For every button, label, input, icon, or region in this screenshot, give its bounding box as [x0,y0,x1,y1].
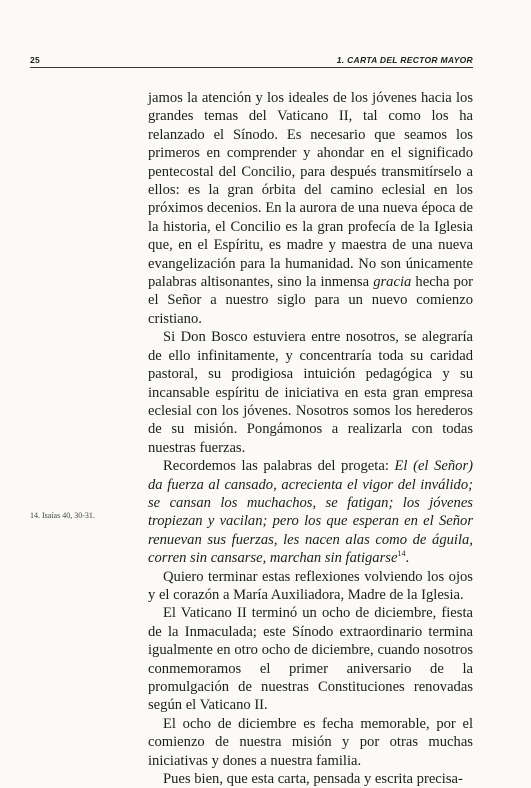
paragraph-7: Pues bien, que esta carta, pensada y escrita precisa- [163,771,463,788]
footnote-ref: 14 [397,549,406,559]
body-text [148,89,473,788]
running-head: 1. CARTA DEL RECTOR MAYOR [336,55,473,65]
paragraph-1: jamos la atención y los ideales de los jóvenes hacia los grandes temas del Vaticano II, tal como los ha relanzado el Sínodo. Es necesario que seamos los primeros en comprender y ahondar en el significado pentecostal del Concilio, para después transmitírselo a ellos: es la gran órbita del camino eclesial en los próximos decenios. En la aurora de una nueva época de la historia, el Concilio es la gran profecía de la Iglesia que, en el Espíritu, es madre y maestra de una nueva evangelización para la humanidad. No son únicamente palabras altisonantes, sino la inmensa gracia hecha por el Señor a nuestro siglo para un nuevo comienzo cristiano. [148,90,474,327]
paragraph-5: El Vaticano II terminó un ocho de diciembre, fiesta de la Inmaculada; este Sínodo extraordinario termina igualmente en otro ocho de diciembre, cuando nosotros conmemoramos el primer aniversario de la promulgación de nuestras Constituciones renovadas según el Vaticano II. [148,605,473,714]
page-number: 25 [30,55,41,65]
paragraph-6: El ocho de diciembre es fecha memorable, por el comienzo de nuestra misión y por otras muchas iniciativas y dones a nuestra familia. [148,715,473,769]
paragraph-3: Recordemos las palabras del progeta: El (el Señor) da fuerza al cansado, acrecienta el vigor del inválido; se cansan los muchachos, se fatigan; los jóvenes tropiezan y vacilan; pero los que esperan en el Señor renuevan sus fuerzas, les nacen alas como de águila, corren sin cansarse, marchan sin fatigarse$^{14}$. [148,458,473,567]
margin-footnote: 14. Isaías 40, 30-31. [30,511,95,520]
paragraph-4: Quiero terminar estas reflexiones volviendo los ojos y el corazón a María Auxiliadora, Madre de la Iglesia. [148,568,473,603]
page-header [30,53,473,68]
scripture-quote: El (el Señor) da fuerza al cansado, acrecienta el vigor del inválido; se cansan los muchachos, se fatigan; los jóvenes tropiezan y vacilan; pero los que esperan en el Señor renuevan sus fuerzas, les nacen alas como de águila, corren sin cansarse, marchan sin fatigarse [148,458,473,567]
paragraph-2: Si Don Bosco estuviera entre nosotros, se alegraría de ello infinitamente, y concentraría toda su caridad pastoral, su prodigiosa intuición pedagógica y su incansable espíritu de iniciativa en esta gran empresa eclesial con los jóvenes. Nosotros somos los herederos de su misión. Pongámonos a realizarla con todas nuestras fuerzas. [148,329,473,456]
